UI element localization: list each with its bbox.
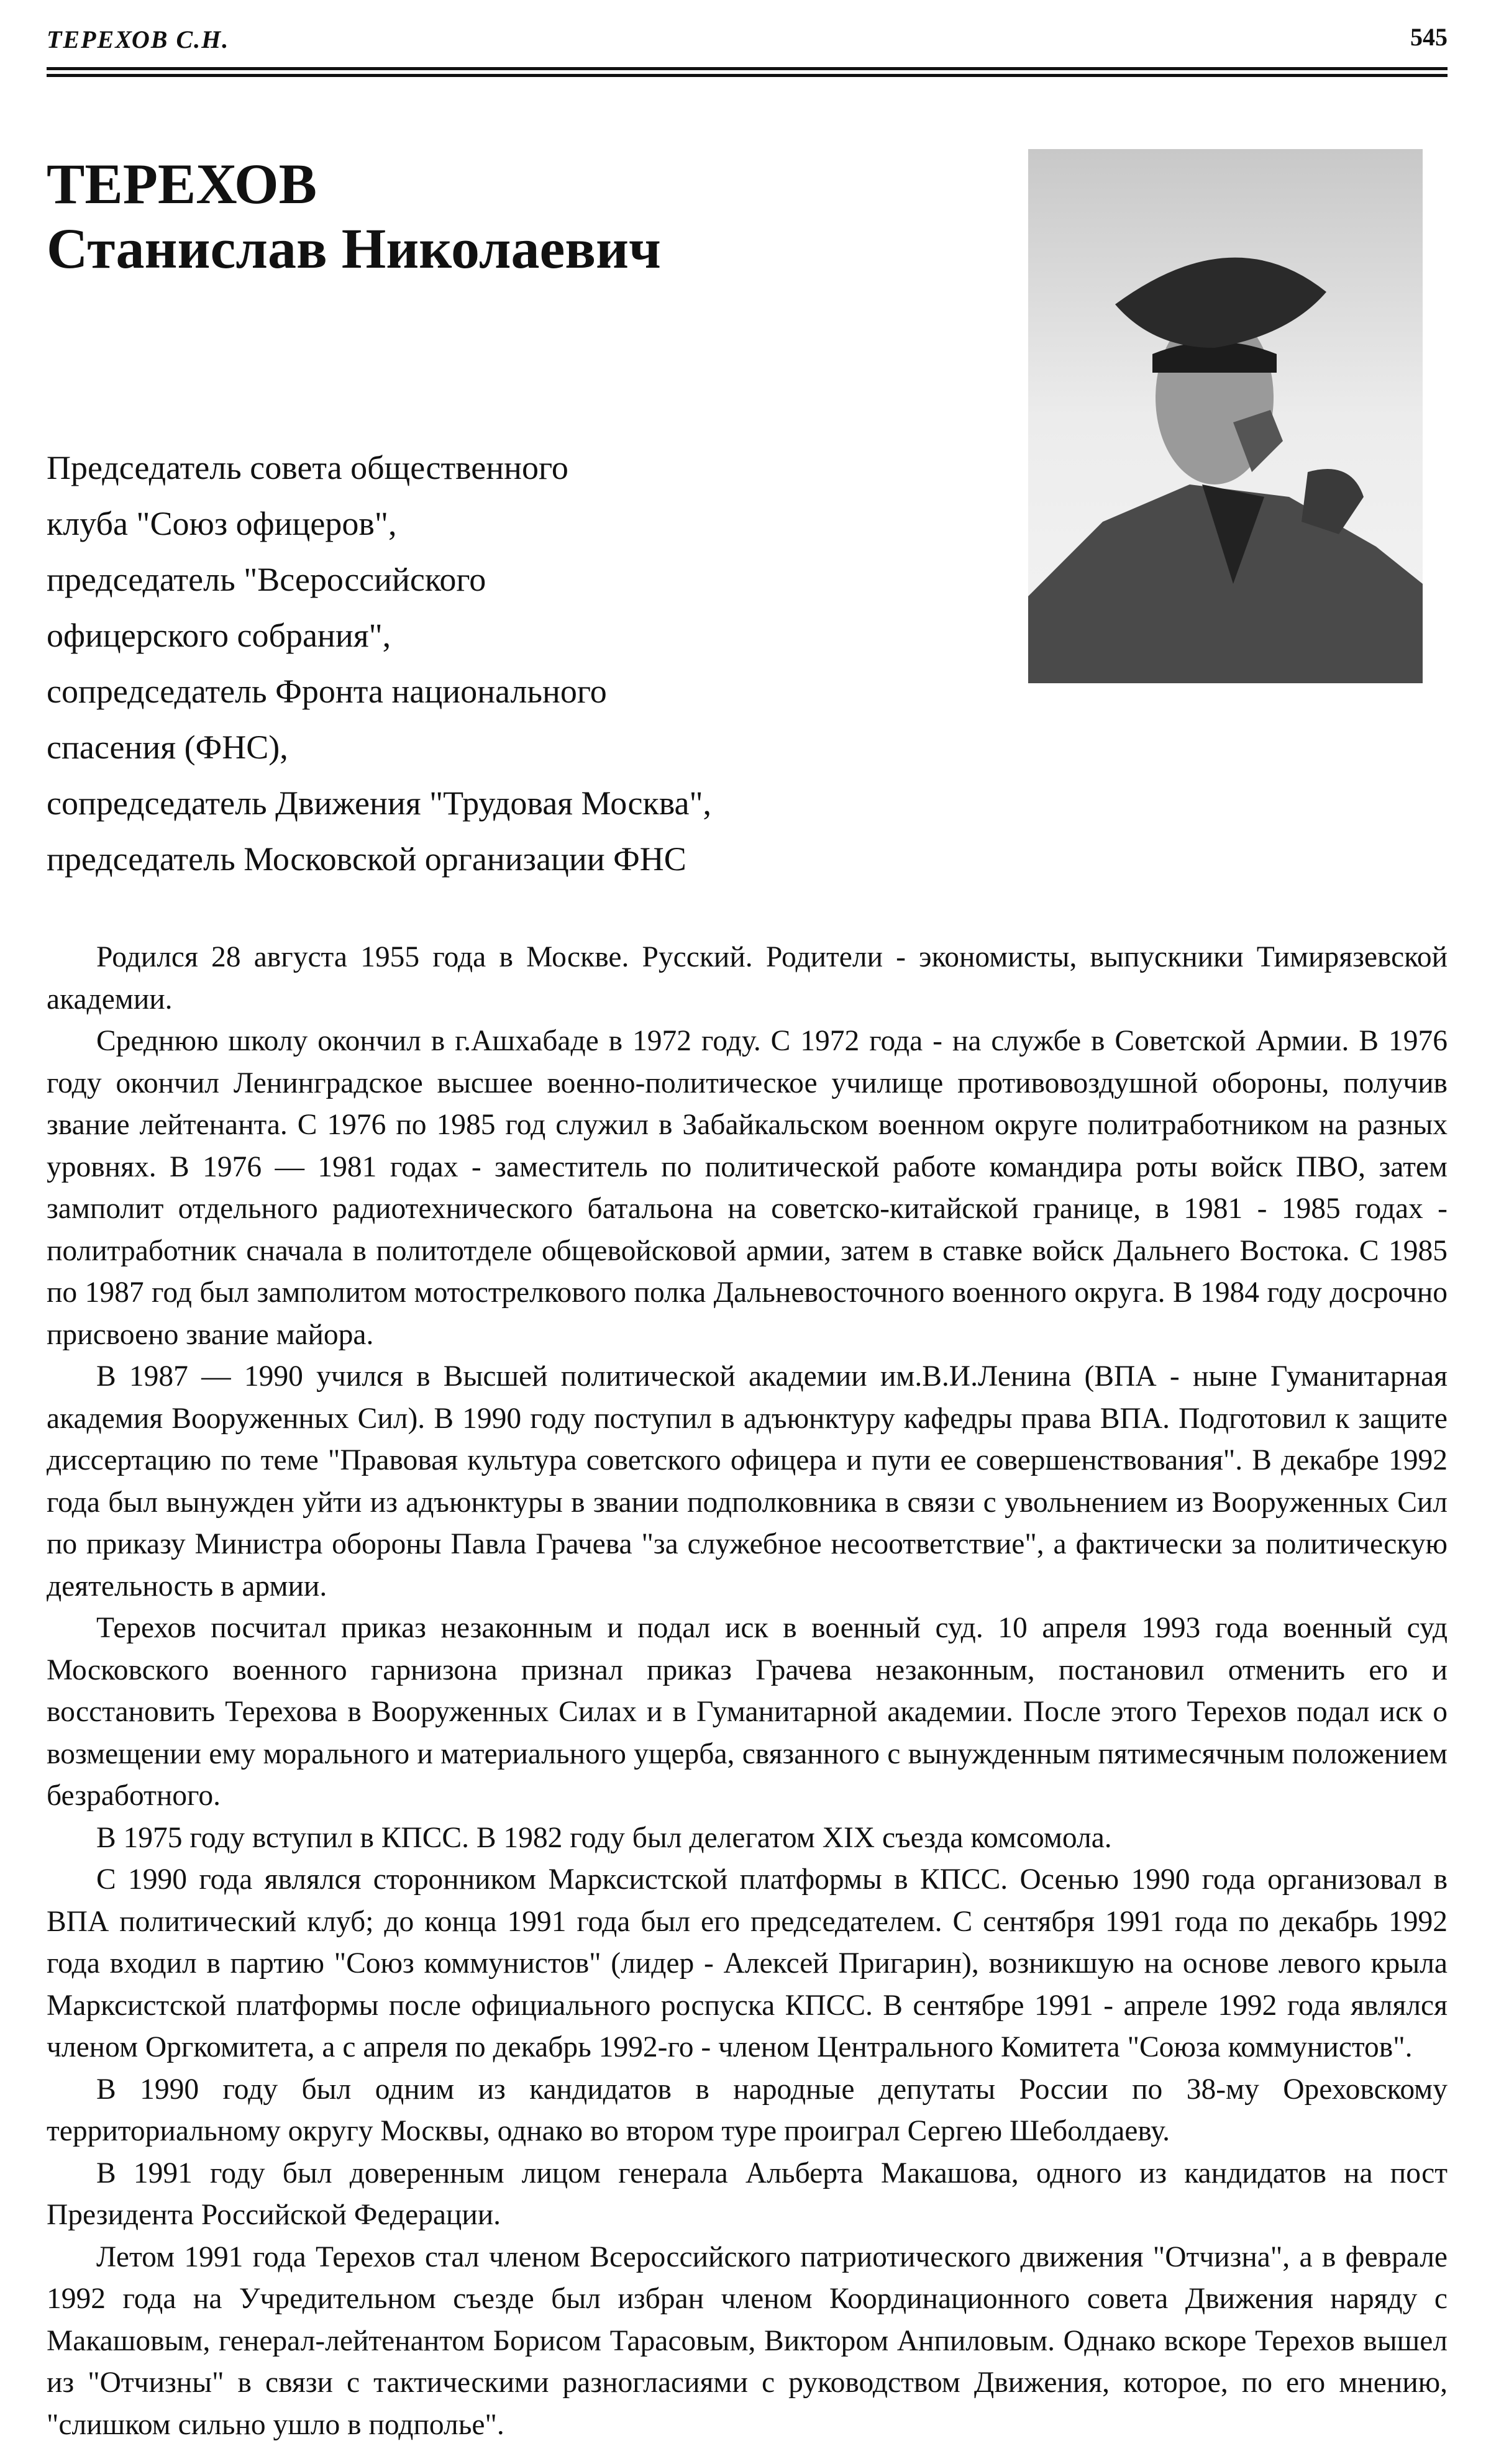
paragraph: В 1990 году был одним из кандидатов в народные депутаты России по 38-му Ореховскому территориальному округу Москвы, однако во втором туре проиграл Сергею Шеболдаеву. — [47, 2073, 1448, 2147]
paragraph: Терехов посчитал приказ незаконным и подал иск в военный суд. 10 апреля 1993 года военный суд Московского военного гарнизона признал приказ Грачева незаконным, постановил отменить его и восстановить Терехова в Вооруженных Силах и в Гуманитарной академии. После этого Терехов подал иск о возмещении ему морального и материального ущерба, связанного с вынужденным пятимесячным положением безработного. — [47, 1612, 1448, 1812]
position-line: Председатель совета общественного — [47, 449, 568, 486]
page-title — [47, 152, 661, 281]
header-rule — [47, 74, 1448, 77]
paragraph: В 1991 году был доверенным лицом генерала Альберта Макашова, одного из кандидатов на пост Президента Российской Федерации. — [47, 2157, 1448, 2231]
position-line: председатель Московской организации ФНС — [47, 840, 686, 878]
paragraph: В 1975 году вступил в КПСС. В 1982 году был делегатом XIX съезда комсомола. — [96, 1821, 1112, 1854]
running-title: ТЕРЕХОВ С.Н. — [47, 25, 230, 53]
page-number: 545 — [1410, 23, 1448, 51]
position-line: председатель "Всероссийского — [47, 561, 486, 598]
position-line: клуба "Союз офицеров", — [47, 505, 397, 542]
positions-list — [47, 440, 711, 887]
position-line: сопредседатель Фронта национального — [47, 673, 607, 710]
position-line: спасения (ФНС), — [47, 729, 288, 766]
title-name: Станислав Николаевич — [47, 216, 661, 280]
paragraph: Летом 1991 года Терехов стал членом Всероссийского патриотического движения "Отчизна", а в феврале 1992 года на Учредительном съезде был избран членом Координационного совета Движения наряду с Макашовым, генерал-лейтенантом Борисом Тарасовым, Виктором Анпиловым. Однако вскоре Терехов вышел из "Отчизны" в связи с тактическими разногласиями с руководством Движения, которое, по его мнению, "слишком сильно ушло в подполье". — [47, 2240, 1448, 2441]
position-line: сопредседатель Движения "Трудовая Москва", — [47, 784, 712, 822]
paragraph: В 1987 — 1990 учился в Высшей политической академии им.В.И.Ленина (ВПА - ныне Гуманитарная академия Вооруженных Сил). В 1990 году поступил в адъюнктуру кафедры права ВПА. Подготовил к защите диссертацию по теме "Правовая культура советского офицера и пути ее совершенствования". В декабре 1992 года был вынужден уйти из адъюнктуры в звании подполковника в связи с увольнением из Вооруженных Сил по приказу Министра обороны Павла Грачева "за служебное несоответствие", а фактически за политическую деятельность в армии. — [47, 1360, 1448, 1603]
paragraph: Среднюю школу окончил в г.Ашхабаде в 1972 году. С 1972 года - на службе в Советской Армии. В 1976 году окончил Ленинградское высшее военно-политическое училище противовоздушной обороны, получив звание лейтенанта. С 1976 по 1985 год служил в Забайкальском военном округе политработником на разных уровнях. В 1976 — 1981 годах - заместитель по политической работе командира роты войск ПВО, затем замполит отдельного радиотехнического батальона на советско-китайской границе, в 1981 - 1985 годах - политработник сначала в политотделе общевойсковой армии, затем в ставке войск Дальнего Востока. С 1985 по 1987 год был замполитом мотострелкового полка Дальневосточного военного округа. В 1984 году досрочно присвоено звание майора. — [47, 1025, 1448, 1351]
biography-text — [47, 937, 1448, 2446]
paragraph: С 1990 года являлся сторонником Марксистской платформы в КПСС. Осенью 1990 года организовал в ВПА политический клуб; до конца 1991 года был его председателем. С сентября 1991 года по декабрь 1992 года входил в партию "Союз коммунистов" (лидер - Алексей Пригарин), возникшую на основе левого крыла Марксистской платформы после официального роспуска КПСС. В сентябре 1991 - апреле 1992 года являлся членом Оргкомитета, а с апреля по декабрь 1992-го - членом Центрального Комитета "Союза коммунистов". — [47, 1863, 1448, 2063]
header-rule — [47, 67, 1448, 70]
position-line: офицерского собрания", — [47, 617, 391, 654]
paragraph: Родился 28 августа 1955 года в Москве. Русский. Родители - экономисты, выпускники Тимирязевской академии. — [47, 941, 1448, 1016]
title-surname: ТЕРЕХОВ — [47, 152, 317, 216]
portrait-photo — [1028, 149, 1423, 683]
